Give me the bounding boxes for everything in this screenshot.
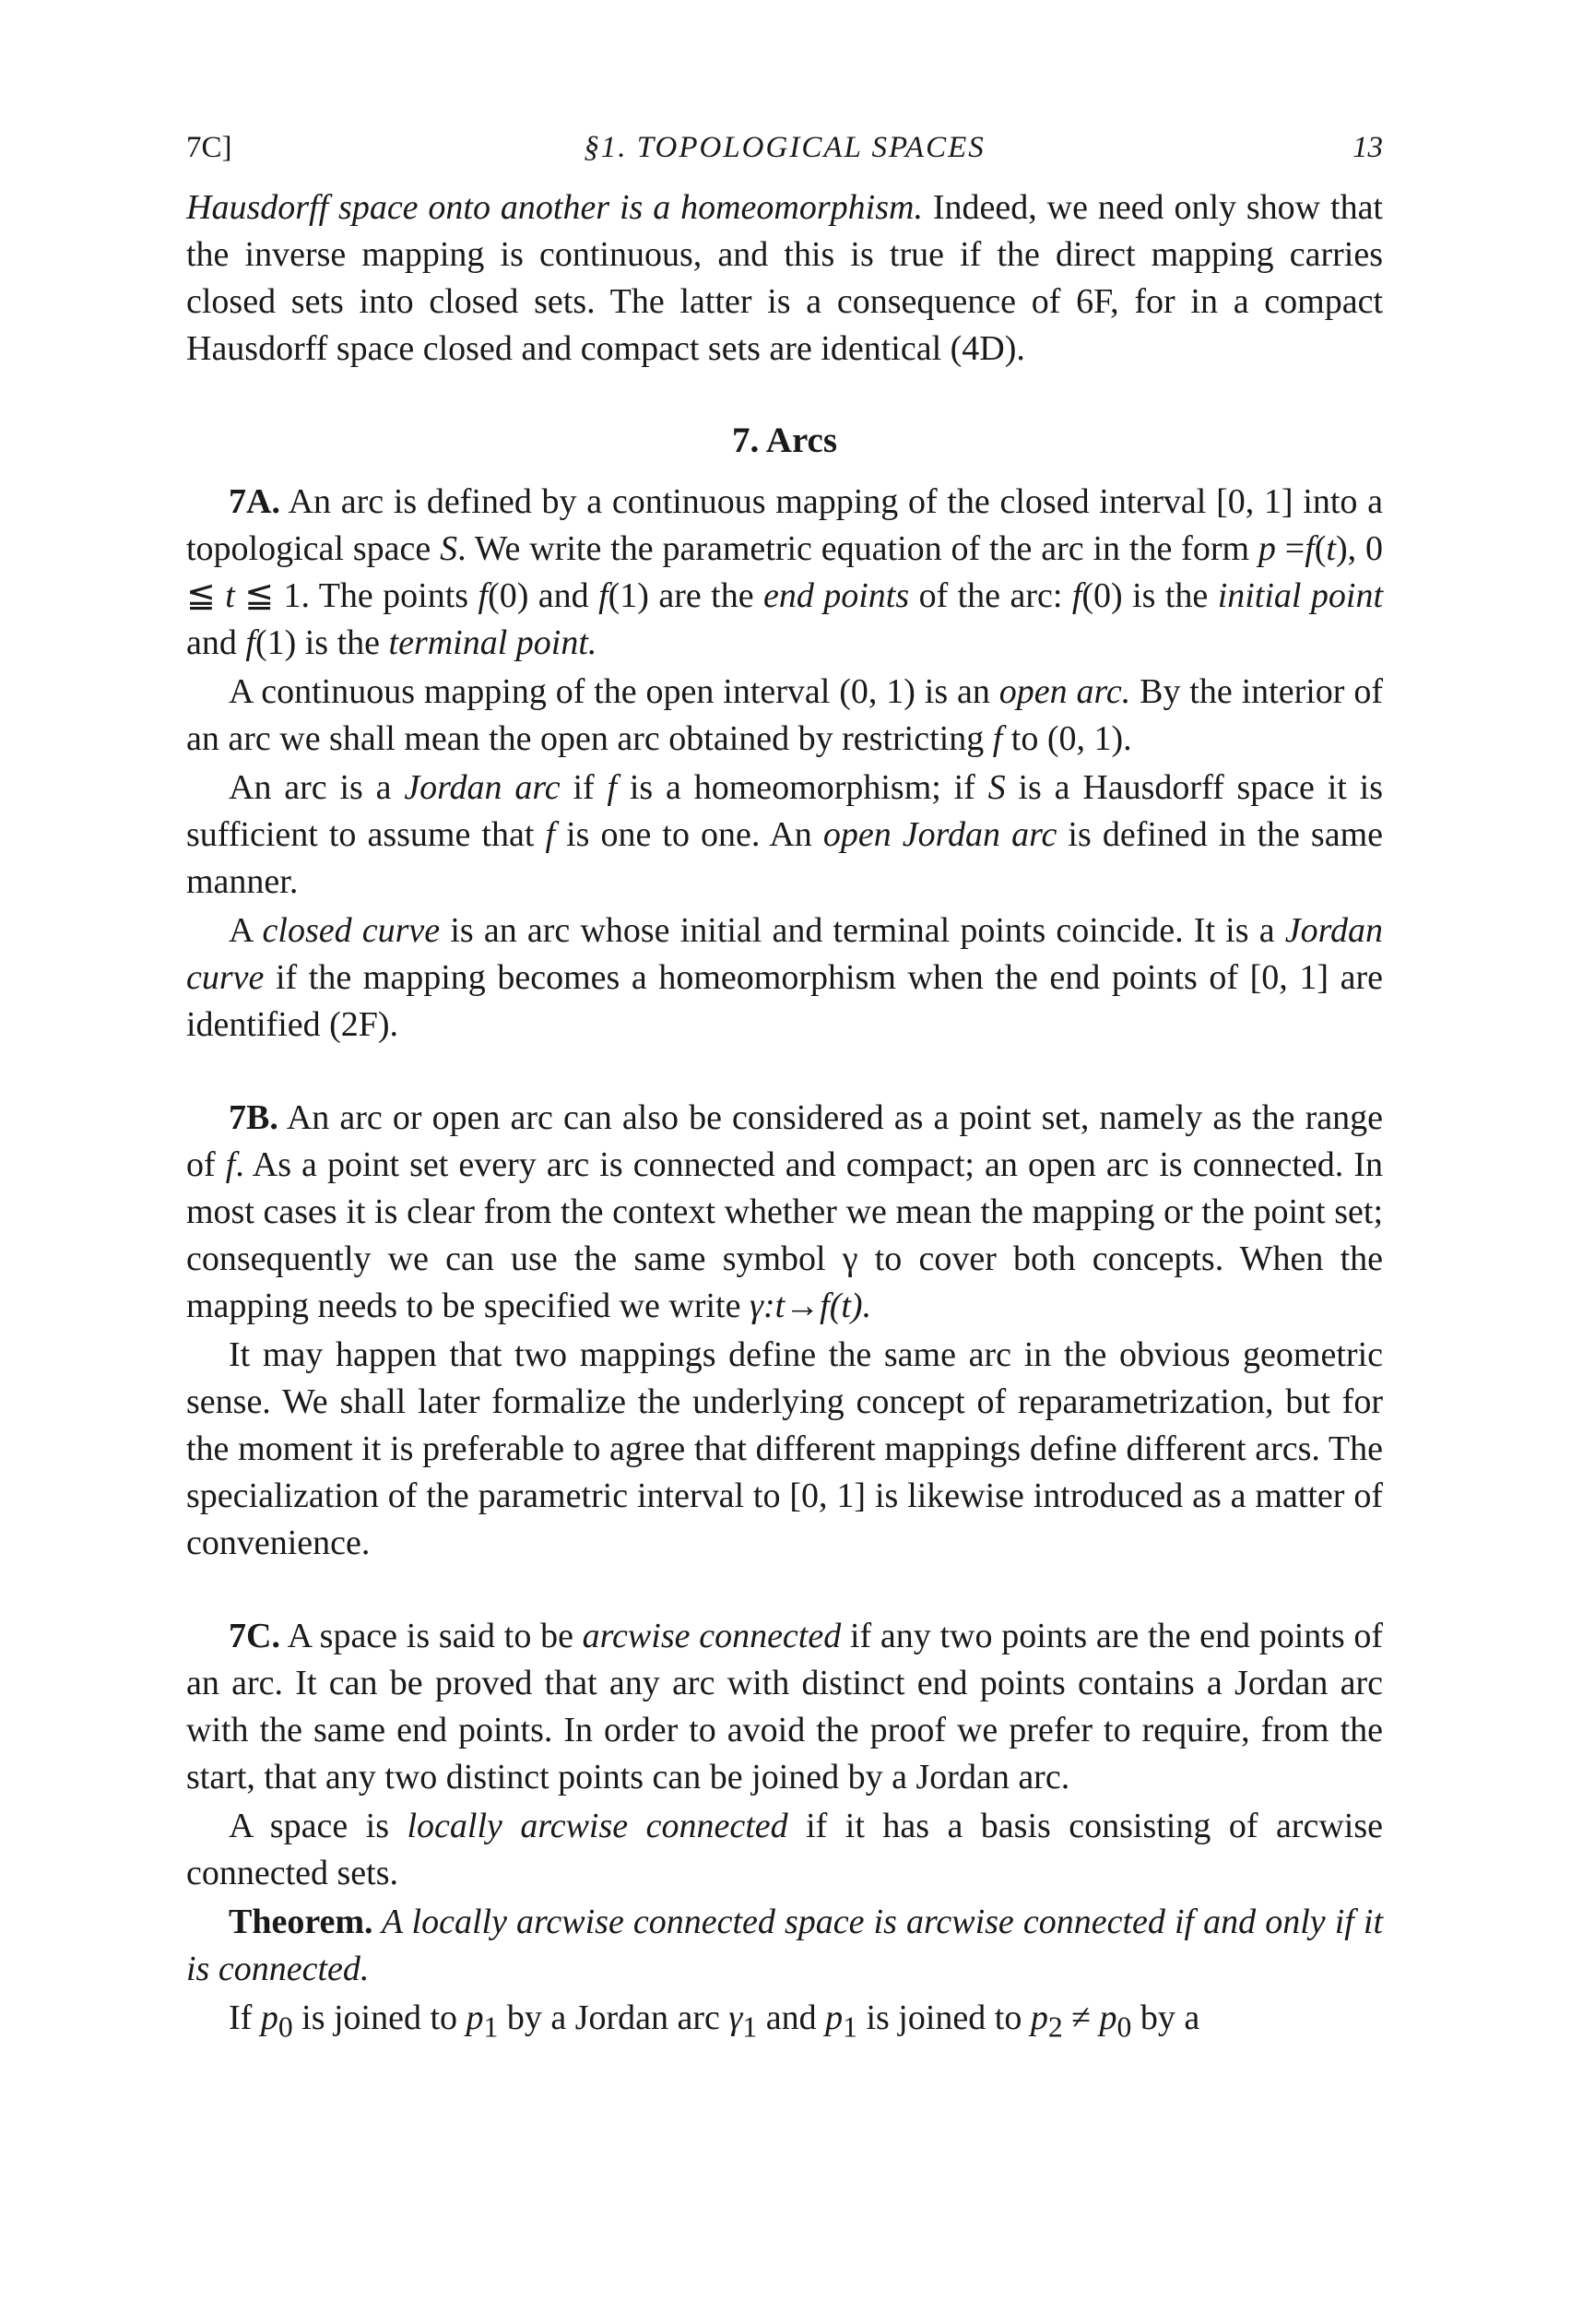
page-number: 13 bbox=[1352, 131, 1383, 164]
paragraph-7a: 7A. An arc is defined by a continuous mapping of the closed interval [0, 1] into a topological space S. We write the parametric equation of the arc in the form p =f(t), 0 ≦ t ≦ 1. The points f(0) and f(1) are the end points of the arc: f(0) is the initial point and f(1) is the terminal point. bbox=[186, 482, 1383, 662]
paragraph-proof-start: If $p_0$ is joined to $p_1$ by a Jordan arc $\gamma_1$ and $p_1$ is joined to $p_2 \ne p_0$ by a bbox=[229, 1998, 1200, 2044]
paragraph-open-arc: A continuous mapping of the open interval (0, 1) is an open arc. By the interior of an arc we shall mean the open arc obtained by restricting f to (0, 1). bbox=[186, 672, 1383, 758]
paragraph-closed-curve: A closed curve is an arc whose initial and terminal points coincide. It is a Jordan curve if the mapping becomes a homeomorphism when the end points of [0, 1] are identified (2F). bbox=[186, 911, 1383, 1044]
paragraph-label: 7C. bbox=[229, 1617, 280, 1655]
theorem-label: Theorem. bbox=[229, 1903, 373, 1941]
paragraph-7b: 7B. An arc or open arc can also be considered as a point set, namely as the range of f. As a point set every arc is connected and compact; an open arc is connected. In most cases it is clear from the context whether we mean the mapping or the point set; consequently we can use the same symbol γ to cover both concepts. When the mapping needs to be specified we write γ:t→f(t). bbox=[186, 1098, 1383, 1325]
paragraph-label: 7B. bbox=[229, 1098, 278, 1137]
paragraph-locally-arcwise: A space is locally arcwise connected if it has a basis consisting of arcwise connected sets. bbox=[186, 1807, 1383, 1892]
section-title: 7. Arcs bbox=[731, 421, 838, 460]
header-section-ref: 7C] bbox=[186, 131, 232, 164]
header-chapter-title: §1. TOPOLOGICAL SPACES bbox=[584, 131, 986, 164]
paragraph-reparametrization: It may happen that two mappings define the same arc in the obvious geometric sense. We shall later formalize the underlying concept of reparametrization, but for the moment it is preferable to agree that different mappings define different arcs. The specialization of the parametric interval to [0, 1] is likewise introduced as a matter of convenience. bbox=[186, 1335, 1383, 1562]
paragraph-continuation: Hausdorff space onto another is a homeomorphism. Indeed, we need only show that the inverse mapping is continuous, and this is true if the direct mapping carries closed sets into closed sets. The latter is a consequence of 6F, for in a compact Hausdorff space closed and compact sets are identical (4D). bbox=[186, 188, 1383, 368]
paragraph-jordan-arc: An arc is a Jordan arc if f is a homeomorphism; if S is a Hausdorff space it is sufficient to assume that f is one to one. An open Jordan arc is defined in the same manner. bbox=[186, 768, 1384, 901]
paragraph-7c: 7C. A space is said to be arcwise connected if any two points are the end points of an arc. It can be proved that any arc with distinct end points contains a Jordan arc with the same end points. In order to avoid the proof we prefer to require, from the start, that any two distinct points can be joined by a Jordan arc. bbox=[186, 1617, 1384, 1796]
theorem: Theorem. A locally arcwise connected space is arcwise connected if and only if it is connected. bbox=[186, 1903, 1383, 1988]
paragraph-label: 7A. bbox=[229, 482, 280, 521]
running-header bbox=[186, 131, 1383, 177]
page-body bbox=[186, 184, 1383, 2051]
